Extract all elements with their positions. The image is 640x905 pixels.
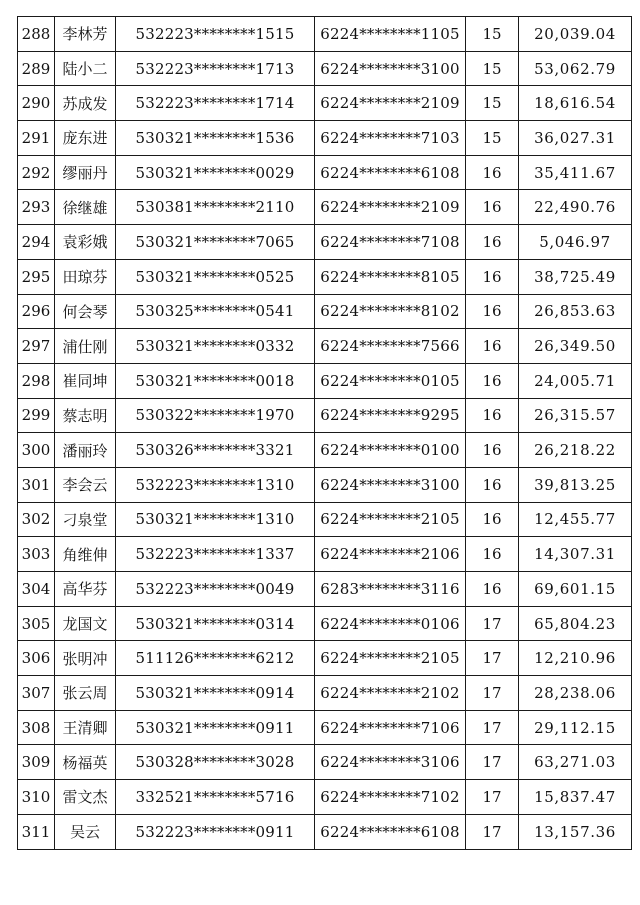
name-cell: 何会琴 bbox=[55, 294, 116, 329]
row-number-cell: 301 bbox=[18, 467, 55, 502]
group-cell: 17 bbox=[466, 676, 519, 711]
table-row bbox=[18, 155, 632, 190]
id-number-cell: 532223********1515 bbox=[116, 17, 315, 52]
name-cell: 吴云 bbox=[55, 814, 116, 849]
group-cell: 17 bbox=[466, 780, 519, 815]
row-number-cell: 302 bbox=[18, 502, 55, 537]
group-cell: 16 bbox=[466, 155, 519, 190]
amount-cell: 35,411.67 bbox=[519, 155, 632, 190]
amount-cell: 38,725.49 bbox=[519, 259, 632, 294]
table-row bbox=[18, 780, 632, 815]
table-row bbox=[18, 467, 632, 502]
id-number-cell: 532223********1337 bbox=[116, 537, 315, 572]
amount-cell: 18,616.54 bbox=[519, 86, 632, 121]
amount-cell: 26,218.22 bbox=[519, 433, 632, 468]
table-row bbox=[18, 190, 632, 225]
id-number-cell: 530328********3028 bbox=[116, 745, 315, 780]
row-number-cell: 298 bbox=[18, 363, 55, 398]
id-number-cell: 530321********0332 bbox=[116, 329, 315, 364]
id-number-cell: 530321********0911 bbox=[116, 710, 315, 745]
group-cell: 17 bbox=[466, 606, 519, 641]
name-cell: 张明冲 bbox=[55, 641, 116, 676]
amount-cell: 63,271.03 bbox=[519, 745, 632, 780]
name-cell: 李林芳 bbox=[55, 17, 116, 52]
id-number-cell: 530321********0018 bbox=[116, 363, 315, 398]
row-number-cell: 300 bbox=[18, 433, 55, 468]
group-cell: 16 bbox=[466, 190, 519, 225]
name-cell: 刁泉堂 bbox=[55, 502, 116, 537]
name-cell: 蔡志明 bbox=[55, 398, 116, 433]
name-cell: 王清卿 bbox=[55, 710, 116, 745]
id-number-cell: 532223********1714 bbox=[116, 86, 315, 121]
row-number-cell: 299 bbox=[18, 398, 55, 433]
row-number-cell: 304 bbox=[18, 572, 55, 607]
table-row bbox=[18, 329, 632, 364]
id-number-cell: 530321********0314 bbox=[116, 606, 315, 641]
account-number-cell: 6224********9295 bbox=[315, 398, 466, 433]
account-number-cell: 6224********1105 bbox=[315, 17, 466, 52]
amount-cell: 29,112.15 bbox=[519, 710, 632, 745]
amount-cell: 12,455.77 bbox=[519, 502, 632, 537]
row-number-cell: 303 bbox=[18, 537, 55, 572]
table-row bbox=[18, 17, 632, 52]
amount-cell: 28,238.06 bbox=[519, 676, 632, 711]
id-number-cell: 530321********0029 bbox=[116, 155, 315, 190]
row-number-cell: 293 bbox=[18, 190, 55, 225]
group-cell: 15 bbox=[466, 17, 519, 52]
name-cell: 田琼芬 bbox=[55, 259, 116, 294]
amount-cell: 22,490.76 bbox=[519, 190, 632, 225]
id-number-cell: 530321********7065 bbox=[116, 225, 315, 260]
account-number-cell: 6224********2102 bbox=[315, 676, 466, 711]
account-number-cell: 6224********7106 bbox=[315, 710, 466, 745]
table-row bbox=[18, 676, 632, 711]
name-cell: 高华芬 bbox=[55, 572, 116, 607]
account-number-cell: 6224********2105 bbox=[315, 502, 466, 537]
amount-cell: 53,062.79 bbox=[519, 51, 632, 86]
table-row bbox=[18, 363, 632, 398]
id-number-cell: 530325********0541 bbox=[116, 294, 315, 329]
name-cell: 雷文杰 bbox=[55, 780, 116, 815]
group-cell: 16 bbox=[466, 572, 519, 607]
account-number-cell: 6224********7103 bbox=[315, 121, 466, 156]
name-cell: 张云周 bbox=[55, 676, 116, 711]
row-number-cell: 289 bbox=[18, 51, 55, 86]
table-row bbox=[18, 537, 632, 572]
group-cell: 15 bbox=[466, 121, 519, 156]
table-row bbox=[18, 606, 632, 641]
row-number-cell: 288 bbox=[18, 17, 55, 52]
id-number-cell: 530322********1970 bbox=[116, 398, 315, 433]
table-row bbox=[18, 398, 632, 433]
name-cell: 缪丽丹 bbox=[55, 155, 116, 190]
id-number-cell: 530321********0914 bbox=[116, 676, 315, 711]
amount-cell: 5,046.97 bbox=[519, 225, 632, 260]
table-row bbox=[18, 294, 632, 329]
amount-cell: 15,837.47 bbox=[519, 780, 632, 815]
id-number-cell: 332521********5716 bbox=[116, 780, 315, 815]
group-cell: 16 bbox=[466, 537, 519, 572]
table-body bbox=[18, 17, 632, 850]
table-row bbox=[18, 51, 632, 86]
amount-cell: 36,027.31 bbox=[519, 121, 632, 156]
group-cell: 16 bbox=[466, 502, 519, 537]
account-number-cell: 6224********6108 bbox=[315, 814, 466, 849]
name-cell: 浦仕刚 bbox=[55, 329, 116, 364]
id-number-cell: 530381********2110 bbox=[116, 190, 315, 225]
group-cell: 16 bbox=[466, 433, 519, 468]
row-number-cell: 296 bbox=[18, 294, 55, 329]
table-row bbox=[18, 86, 632, 121]
table-row bbox=[18, 572, 632, 607]
row-number-cell: 309 bbox=[18, 745, 55, 780]
table-row bbox=[18, 225, 632, 260]
account-number-cell: 6224********7102 bbox=[315, 780, 466, 815]
group-cell: 17 bbox=[466, 710, 519, 745]
amount-cell: 39,813.25 bbox=[519, 467, 632, 502]
id-number-cell: 530321********0525 bbox=[116, 259, 315, 294]
name-cell: 李会云 bbox=[55, 467, 116, 502]
name-cell: 崔同坤 bbox=[55, 363, 116, 398]
table-row bbox=[18, 259, 632, 294]
amount-cell: 24,005.71 bbox=[519, 363, 632, 398]
group-cell: 17 bbox=[466, 745, 519, 780]
table-row bbox=[18, 710, 632, 745]
name-cell: 袁彩娥 bbox=[55, 225, 116, 260]
id-number-cell: 532223********0049 bbox=[116, 572, 315, 607]
group-cell: 16 bbox=[466, 329, 519, 364]
amount-cell: 12,210.96 bbox=[519, 641, 632, 676]
group-cell: 16 bbox=[466, 259, 519, 294]
table-row bbox=[18, 433, 632, 468]
id-number-cell: 530321********1310 bbox=[116, 502, 315, 537]
name-cell: 庞东进 bbox=[55, 121, 116, 156]
account-number-cell: 6224********3100 bbox=[315, 51, 466, 86]
row-number-cell: 290 bbox=[18, 86, 55, 121]
name-cell: 陆小二 bbox=[55, 51, 116, 86]
table-row bbox=[18, 814, 632, 849]
account-number-cell: 6224********3100 bbox=[315, 467, 466, 502]
account-number-cell: 6224********0105 bbox=[315, 363, 466, 398]
group-cell: 17 bbox=[466, 641, 519, 676]
account-number-cell: 6224********2109 bbox=[315, 86, 466, 121]
row-number-cell: 295 bbox=[18, 259, 55, 294]
id-number-cell: 530326********3321 bbox=[116, 433, 315, 468]
amount-cell: 26,853.63 bbox=[519, 294, 632, 329]
row-number-cell: 308 bbox=[18, 710, 55, 745]
group-cell: 17 bbox=[466, 814, 519, 849]
amount-cell: 26,349.50 bbox=[519, 329, 632, 364]
name-cell: 龙国文 bbox=[55, 606, 116, 641]
amount-cell: 69,601.15 bbox=[519, 572, 632, 607]
account-number-cell: 6283********3116 bbox=[315, 572, 466, 607]
row-number-cell: 291 bbox=[18, 121, 55, 156]
group-cell: 16 bbox=[466, 398, 519, 433]
name-cell: 角维伸 bbox=[55, 537, 116, 572]
group-cell: 15 bbox=[466, 86, 519, 121]
id-number-cell: 530321********1536 bbox=[116, 121, 315, 156]
name-cell: 苏成发 bbox=[55, 86, 116, 121]
row-number-cell: 311 bbox=[18, 814, 55, 849]
account-number-cell: 6224********8105 bbox=[315, 259, 466, 294]
row-number-cell: 294 bbox=[18, 225, 55, 260]
amount-cell: 26,315.57 bbox=[519, 398, 632, 433]
account-number-cell: 6224********3106 bbox=[315, 745, 466, 780]
amount-cell: 14,307.31 bbox=[519, 537, 632, 572]
account-number-cell: 6224********7108 bbox=[315, 225, 466, 260]
row-number-cell: 306 bbox=[18, 641, 55, 676]
account-number-cell: 6224********0100 bbox=[315, 433, 466, 468]
row-number-cell: 305 bbox=[18, 606, 55, 641]
group-cell: 16 bbox=[466, 294, 519, 329]
name-cell: 潘丽玲 bbox=[55, 433, 116, 468]
amount-cell: 65,804.23 bbox=[519, 606, 632, 641]
name-cell: 徐继雄 bbox=[55, 190, 116, 225]
row-number-cell: 310 bbox=[18, 780, 55, 815]
account-number-cell: 6224********6108 bbox=[315, 155, 466, 190]
account-number-cell: 6224********2105 bbox=[315, 641, 466, 676]
account-number-cell: 6224********8102 bbox=[315, 294, 466, 329]
id-number-cell: 532223********1713 bbox=[116, 51, 315, 86]
group-cell: 16 bbox=[466, 225, 519, 260]
account-number-cell: 6224********0106 bbox=[315, 606, 466, 641]
id-number-cell: 532223********0911 bbox=[116, 814, 315, 849]
amount-cell: 20,039.04 bbox=[519, 17, 632, 52]
payment-table bbox=[17, 16, 632, 850]
table-row bbox=[18, 745, 632, 780]
row-number-cell: 292 bbox=[18, 155, 55, 190]
row-number-cell: 307 bbox=[18, 676, 55, 711]
group-cell: 15 bbox=[466, 51, 519, 86]
group-cell: 16 bbox=[466, 467, 519, 502]
table-row bbox=[18, 502, 632, 537]
name-cell: 杨福英 bbox=[55, 745, 116, 780]
account-number-cell: 6224********7566 bbox=[315, 329, 466, 364]
table-row bbox=[18, 121, 632, 156]
id-number-cell: 511126********6212 bbox=[116, 641, 315, 676]
account-number-cell: 6224********2109 bbox=[315, 190, 466, 225]
id-number-cell: 532223********1310 bbox=[116, 467, 315, 502]
amount-cell: 13,157.36 bbox=[519, 814, 632, 849]
group-cell: 16 bbox=[466, 363, 519, 398]
account-number-cell: 6224********2106 bbox=[315, 537, 466, 572]
row-number-cell: 297 bbox=[18, 329, 55, 364]
table-row bbox=[18, 641, 632, 676]
